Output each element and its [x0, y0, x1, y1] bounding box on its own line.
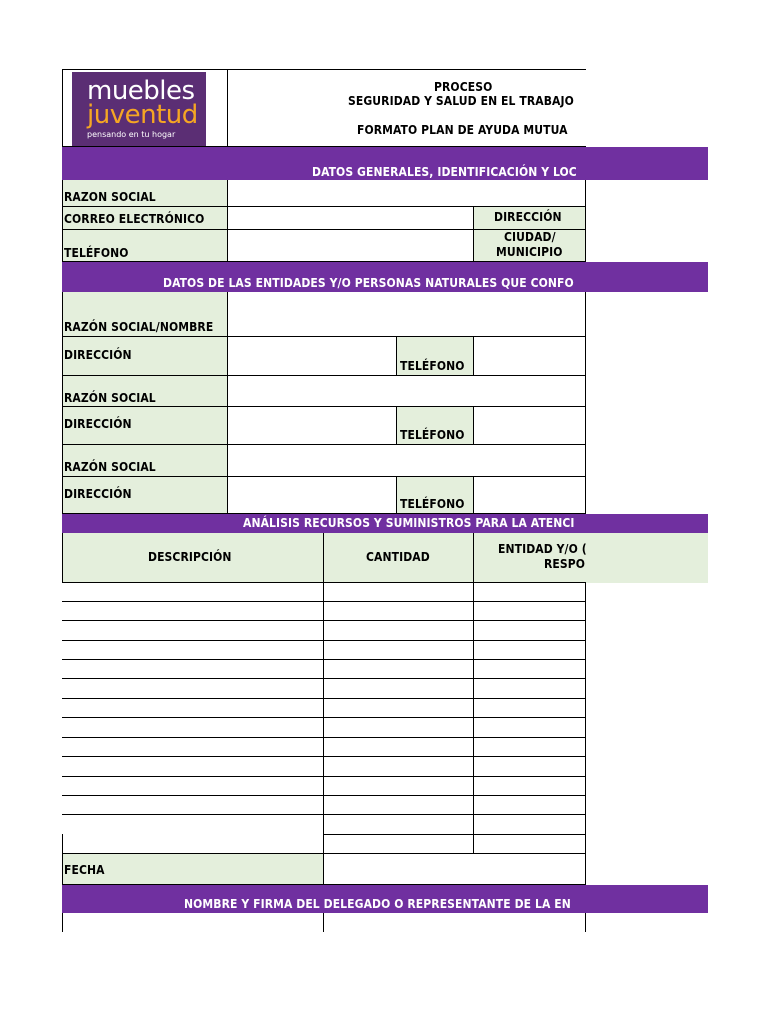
fecha-field[interactable]	[325, 855, 585, 885]
grid-line-v	[396, 406, 397, 445]
grid-line-v	[396, 336, 397, 376]
label-entity1-telefono: TELÉFONO	[400, 359, 465, 373]
grid-line-v	[473, 583, 474, 854]
grid-line-h	[62, 737, 586, 738]
grid-line-h	[62, 582, 586, 583]
section-general-data-title: DATOS GENERALES, IDENTIFICACIÓN Y LOC	[312, 165, 577, 179]
grid-line-h	[62, 229, 586, 230]
grid-line-h	[62, 795, 586, 796]
grid-line-v	[323, 583, 324, 854]
grid-line-v	[62, 834, 63, 885]
grid-line-v	[585, 292, 586, 514]
label-entity2-direccion: DIRECCIÓN	[64, 417, 132, 431]
logo-word-muebles: muebles	[87, 76, 195, 106]
entity3-phone-field[interactable]	[474, 478, 585, 513]
grid-line-h	[62, 444, 586, 445]
grid-line-v	[227, 69, 228, 147]
grid-line-h	[62, 406, 586, 407]
signature-field-right[interactable]	[325, 914, 585, 932]
correo-field[interactable]	[228, 207, 473, 228]
section-signature-title: NOMBRE Y FIRMA DEL DELEGADO O REPRESENTANTE DE LA EN	[184, 897, 571, 911]
grid-line-h	[62, 678, 586, 679]
grid-line-v	[227, 180, 228, 262]
grid-line-v	[585, 913, 586, 932]
entity2-name-field[interactable]	[228, 376, 585, 406]
grid-line-h	[62, 336, 586, 337]
grid-line-v	[323, 853, 324, 885]
grid-line-h	[62, 756, 586, 757]
label-municipio: MUNICIPIO	[496, 245, 563, 259]
grid-line-v	[62, 292, 63, 514]
grid-line-v	[473, 336, 474, 376]
label-entity3-razon-social: RAZÓN SOCIAL	[64, 460, 156, 474]
col-entidad: ENTIDAD Y/O (	[498, 542, 587, 556]
logo-tagline: pensando en tu hogar	[87, 130, 176, 139]
grid-line-v	[396, 476, 397, 514]
form-title: FORMATO PLAN DE AYUDA MUTUA	[357, 123, 568, 137]
grid-line-h	[62, 814, 586, 815]
grid-line-h	[62, 261, 586, 262]
grid-line-v	[62, 180, 63, 262]
entity2-phone-field[interactable]	[474, 408, 585, 443]
grid-line-h	[62, 513, 586, 514]
grid-line-v	[585, 853, 586, 885]
resources-table-body[interactable]	[62, 583, 586, 853]
grid-line-v	[62, 533, 63, 583]
grid-line-h	[62, 776, 586, 777]
grid-line-h	[62, 69, 586, 70]
label-entity3-direccion: DIRECCIÓN	[64, 487, 132, 501]
grid-line-h	[62, 717, 586, 718]
grid-line-h	[62, 206, 586, 207]
entity3-name-field[interactable]	[228, 445, 585, 476]
label-entity3-telefono: TELÉFONO	[400, 497, 465, 511]
grid-line-v	[473, 406, 474, 445]
grid-line-v	[62, 913, 63, 932]
label-telefono: TELÉFONO	[64, 246, 129, 260]
entity3-address-field[interactable]	[228, 478, 396, 513]
grid-line-v	[473, 476, 474, 514]
section-resources-title: ANÁLISIS RECURSOS Y SUMINISTROS PARA LA ATENCI	[243, 516, 575, 530]
process-label: PROCESO	[434, 80, 493, 94]
grid-line-v	[585, 180, 586, 262]
label-entity2-telefono: TELÉFONO	[400, 428, 465, 442]
grid-line-h	[62, 375, 586, 376]
label-direccion: DIRECCIÓN	[494, 210, 562, 224]
grid-line-h	[62, 698, 586, 699]
label-razon-social: RAZON SOCIAL	[64, 190, 156, 204]
label-entity2-razon-social: RAZÓN SOCIAL	[64, 391, 156, 405]
grid-line-v	[227, 292, 228, 514]
grid-line-h	[62, 620, 586, 621]
company-logo	[72, 72, 206, 146]
entity1-name-field[interactable]	[228, 293, 585, 336]
col-descripcion: DESCRIPCIÓN	[148, 550, 232, 564]
grid-line-h	[62, 601, 586, 602]
logo-word-juventud: juventud	[87, 100, 198, 130]
grid-line-h	[62, 146, 586, 147]
grid-line-v	[323, 533, 324, 583]
grid-line-v	[473, 206, 474, 262]
entity1-phone-field[interactable]	[474, 338, 585, 374]
grid-line-v	[62, 69, 63, 147]
label-correo: CORREO ELECTRÓNICO	[64, 212, 205, 226]
grid-line-h	[62, 884, 586, 885]
entity2-address-field[interactable]	[228, 408, 396, 443]
col-cantidad: CANTIDAD	[366, 550, 430, 564]
razon-social-field[interactable]	[228, 181, 585, 206]
grid-line-h	[62, 853, 586, 854]
label-razon-social-nombre: RAZÓN SOCIAL/NOMBRE	[64, 320, 214, 334]
grid-line-h	[324, 834, 586, 835]
entity1-address-field[interactable]	[228, 338, 396, 374]
process-area: SEGURIDAD Y SALUD EN EL TRABAJO	[348, 94, 574, 108]
grid-line-v	[323, 913, 324, 932]
grid-line-v	[473, 533, 474, 583]
label-fecha: FECHA	[64, 863, 105, 877]
telefono-field[interactable]	[228, 230, 473, 262]
label-entity1-direccion: DIRECCIÓN	[64, 348, 132, 362]
col-responsable: RESPO	[544, 557, 586, 571]
label-ciudad: CIUDAD/	[504, 230, 556, 244]
grid-line-h	[62, 640, 586, 641]
signature-field-left[interactable]	[63, 914, 323, 932]
grid-line-h	[62, 659, 586, 660]
grid-line-h	[62, 476, 586, 477]
grid-line-v	[585, 583, 586, 854]
section-entities-title: DATOS DE LAS ENTIDADES Y/O PERSONAS NATURALES QUE CONFO	[163, 276, 574, 290]
